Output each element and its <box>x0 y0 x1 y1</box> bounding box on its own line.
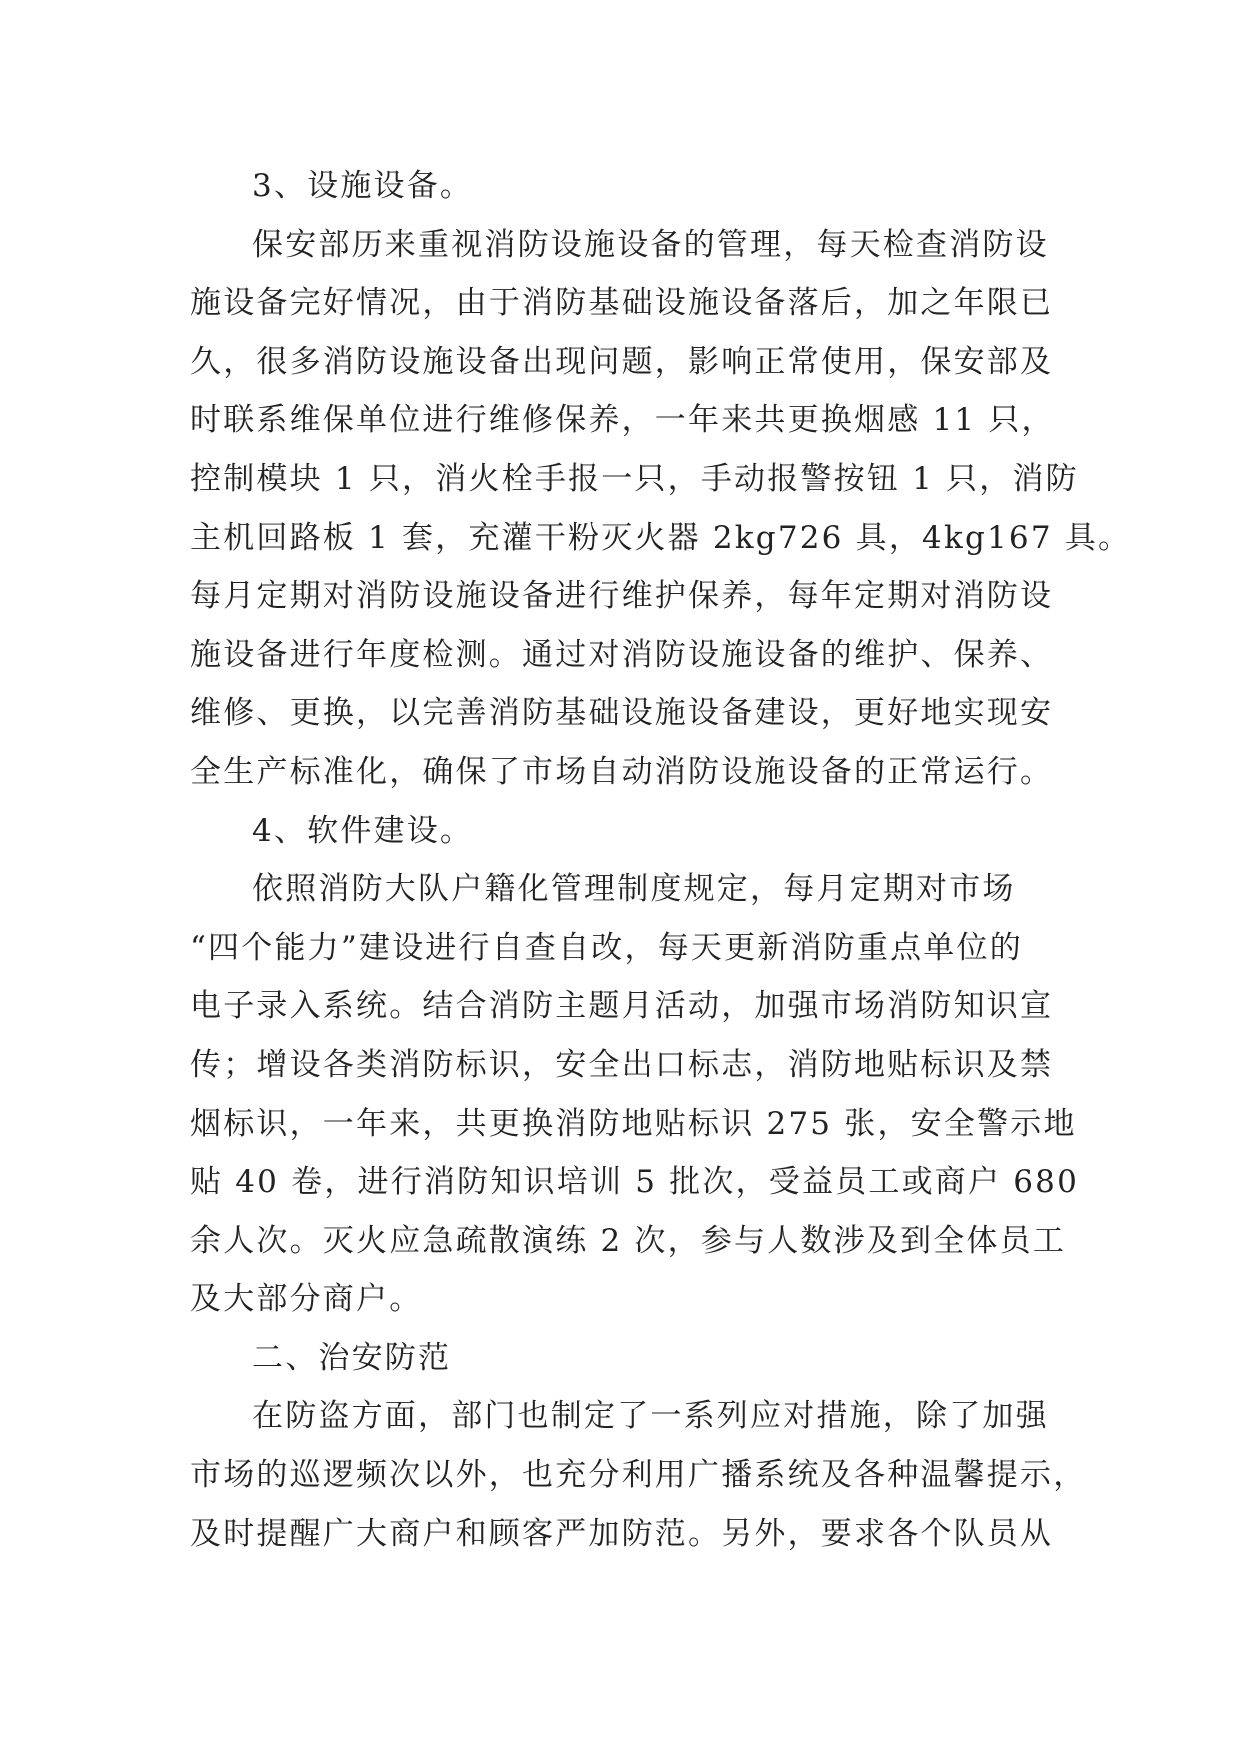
section-heading-facilities: 3、设施设备。 <box>252 168 474 204</box>
paragraph-line: 施设备完好情况，由于消防基础设施设备落后，加之年限已 <box>190 285 1054 322</box>
paragraph-line: 保安部历来重视消防设施设备的管理，每天检查消防设 <box>252 226 1049 263</box>
paragraph-line: 施设备进行年度检测。通过对消防设施设备的维护、保养、 <box>190 636 1054 673</box>
paragraph-line: 市场的巡逻频次以外，也充分利用广播系统及各种温馨提示， <box>190 1457 1087 1494</box>
paragraph-line: 控制模块 1 只，消火栓手报一只，手动报警按钮 1 只，消防 <box>190 460 1079 497</box>
paragraph-line: 余人次。灭火应急疏散演练 2 次，参与人数涉及到全体员工 <box>190 1222 1067 1259</box>
section-heading-software: 4、软件建设。 <box>252 812 474 849</box>
paragraph-line: 维修、更换，以完善消防基础设施设备建设，更好地实现安 <box>190 695 1054 732</box>
section-heading-security: 二、治安防范 <box>252 1339 452 1376</box>
paragraph-line: 每月定期对消防设施设备进行维护保养，每年定期对消防设 <box>190 578 1054 615</box>
paragraph-line: 全生产标准化，确保了市场自动消防设施设备的正常运行。 <box>190 753 1054 790</box>
paragraph-line: 传；增设各类消防标识，安全出口标志，消防地贴标识及禁 <box>190 1046 1054 1083</box>
paragraph-line: 烟标识，一年来，共更换消防地贴标识 275 张，安全警示地 <box>190 1105 1077 1142</box>
paragraph-line: 及时提醒广大商户和顾客严加防范。另外，要求各个队员从 <box>190 1515 1054 1552</box>
paragraph-line: 贴 40 卷，进行消防知识培训 5 批次，受益员工或商户 680 <box>190 1164 1080 1201</box>
paragraph-line: 及大部分商户。 <box>190 1281 423 1318</box>
paragraph-line: 时联系维保单位进行维修保养，一年来共更换烟感 11 只， <box>190 402 1055 439</box>
document-body <box>190 157 1132 1563</box>
paragraph-line: 电子录入系统。结合消防主题月活动，加强市场消防知识宣 <box>190 988 1054 1025</box>
paragraph-line: 依照消防大队户籍化管理制度规定，每月定期对市场 <box>252 871 1016 908</box>
paragraph-line: 久，很多消防设施设备出现问题，影响正常使用，保安部及 <box>190 343 1054 380</box>
paragraph-line: 主机回路板 1 套，充灌干粉灭火器 2kg726 具，4kg167 具。 <box>190 519 1132 556</box>
paragraph-line: 在防盗方面，部门也制定了一系列应对措施，除了加强 <box>252 1398 1049 1435</box>
paragraph-line: “四个能力”建设进行自查自改，每天更新消防重点单位的 <box>190 929 1023 966</box>
